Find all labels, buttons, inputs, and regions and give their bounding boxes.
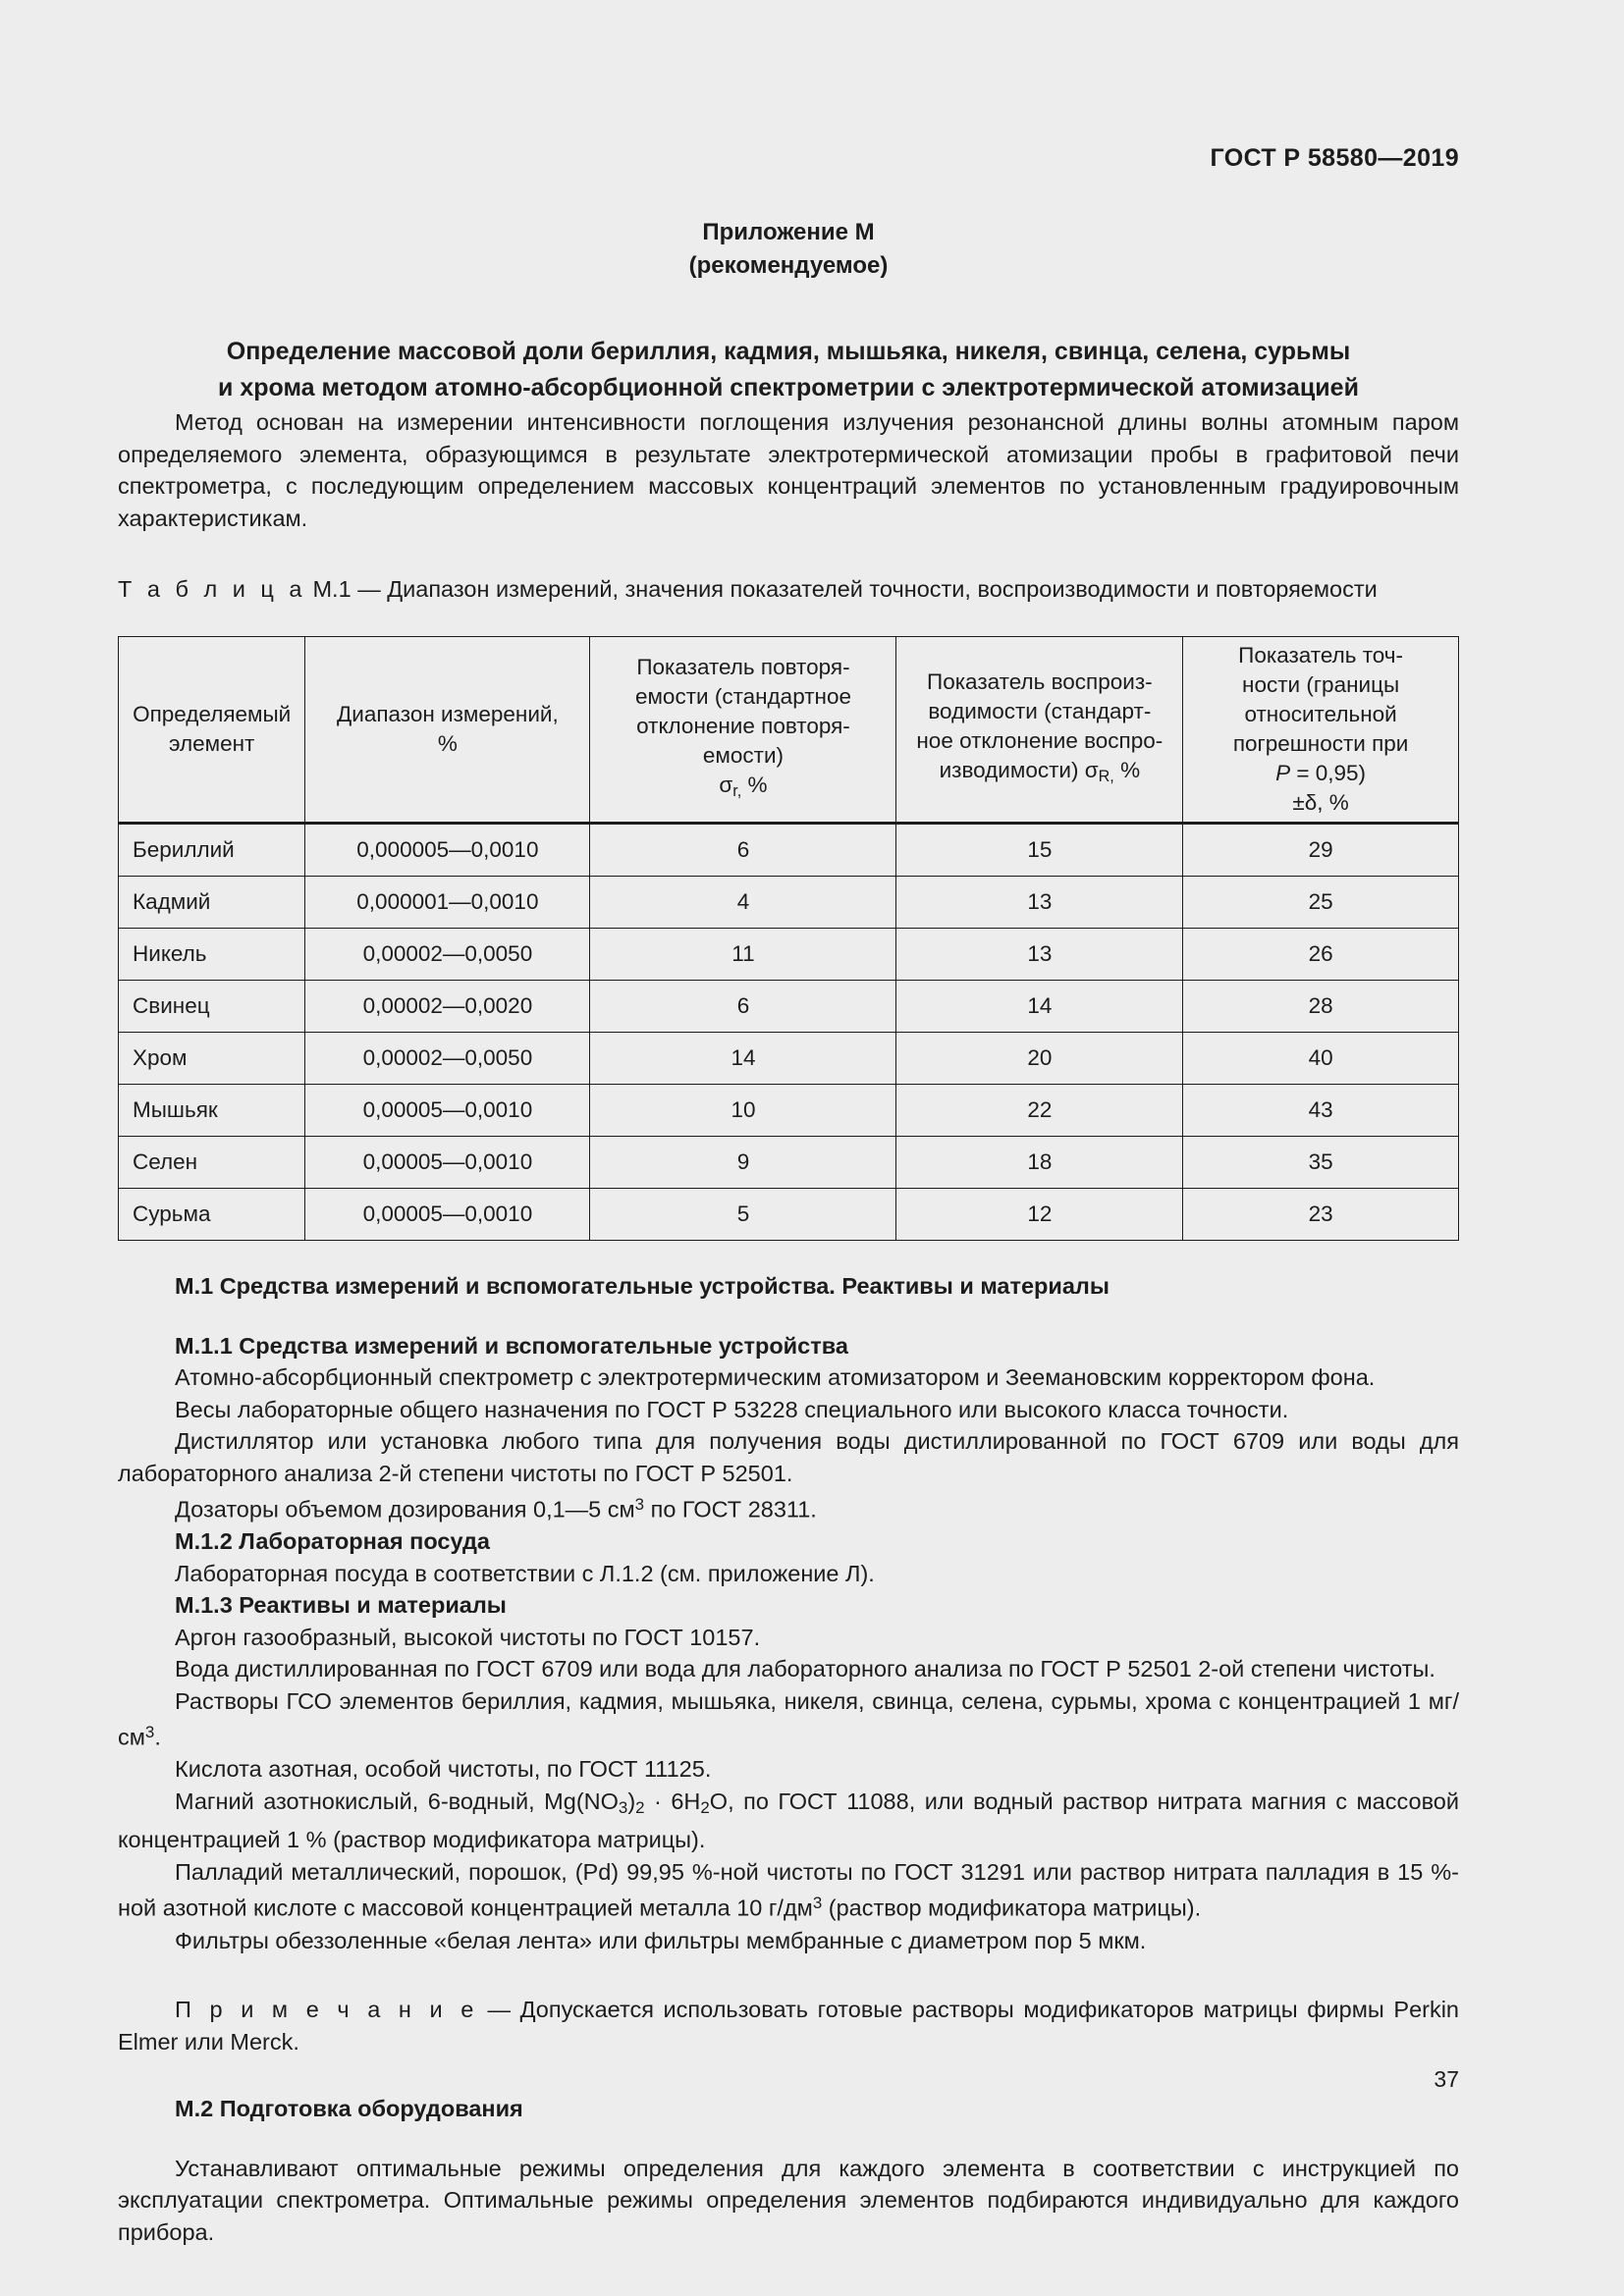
cell-value: 0,00002—0,0050 [305, 1033, 590, 1085]
col4-line3: ное отклонение воспро- [916, 727, 1164, 753]
magnesium-sub-3: 2 [700, 1797, 710, 1817]
table-row [119, 824, 1459, 877]
table-caption-dash: — [357, 576, 381, 602]
table-body [119, 824, 1459, 1241]
paragraph-nitric-acid: Кислота азотная, особой чистоты, по ГОСТ 11125. [175, 1756, 712, 1783]
cell-element-name: Сурьма [119, 1189, 305, 1241]
cell-value: 26 [1183, 929, 1459, 981]
cell-value: 18 [896, 1137, 1183, 1189]
note-text: Допускается использовать готовые растворы модификаторов матрицы фирмы Perkin Elmer или Merck. [118, 1997, 1460, 2055]
column-header-repeatability [590, 637, 896, 824]
cell-value: 5 [590, 1189, 896, 1241]
paragraph-balance: Весы лабораторные общего назначения по ГОСТ Р 53228 специального или высокого класса точности. [175, 1396, 1289, 1422]
dispensers-text-a: Дозаторы объемом дозирования 0,1—5 см [175, 1496, 635, 1522]
paragraph-dispensers [118, 1489, 1459, 1525]
cell-value: 25 [1183, 877, 1459, 929]
cell-value: 13 [896, 877, 1183, 929]
cell-value: 28 [1183, 981, 1459, 1033]
palladium-text-a: Палладий металлический, порошок, (Pd) 99,95 %-ной чистоты по ГОСТ 31291 или раствор нитрата палладия в 15 %-ной азотной кислоте с массовой концентрацией металла 10 г/дм [118, 1858, 1459, 1922]
cell-value: 0,00005—0,0010 [305, 1085, 590, 1137]
col5-line4: погрешности при [1232, 731, 1409, 756]
table-row [119, 1033, 1459, 1085]
gso-superscript: 3 [144, 1723, 155, 1742]
col5-probability-symbol: P [1275, 761, 1291, 785]
col5-line2: ности (границы [1242, 672, 1400, 697]
col3-percent: % [747, 772, 768, 797]
col1-line1: Определяемый [133, 702, 292, 726]
cell-value: 6 [590, 981, 896, 1033]
annex-label: Приложение М [702, 219, 875, 245]
paragraph-labware: Лабораторная посуда в соответствии с Л.1.2 (см. приложение Л). [175, 1560, 875, 1586]
table-head [119, 637, 1459, 824]
col3-sigma: σ [719, 772, 733, 797]
table-row [119, 981, 1459, 1033]
page-number: 37 [1434, 2066, 1459, 2092]
palladium-text-b: (раствор модификатора матрицы). [822, 1896, 1202, 1922]
col3-sigma-subscript: r, [732, 782, 742, 801]
cell-value: 35 [1183, 1137, 1459, 1189]
paragraph-argon: Аргон газообразный, высокой чистоты по ГОСТ 10157. [175, 1624, 761, 1650]
col3-line1: Показатель повторя- [636, 654, 850, 679]
page-content [118, 216, 1459, 2248]
cell-value: 0,000005—0,0010 [305, 824, 590, 877]
cell-value: 40 [1183, 1033, 1459, 1085]
heading-m1-1: М.1.1 Средства измерений и вспомогательные устройства [175, 1332, 848, 1359]
annex-title [118, 334, 1459, 406]
annex-title-line-1: Определение массовой доли бериллия, кадмия, мышьяка, никеля, свинца, селена, сурьмы [226, 338, 1351, 365]
table-caption [118, 573, 1459, 605]
col2-line1: Диапазон измерений, [337, 702, 559, 726]
dispensers-text-b: по ГОСТ 28311. [644, 1496, 817, 1522]
cell-value: 29 [1183, 824, 1459, 877]
measurement-precision-table [118, 636, 1459, 1241]
cell-value: 6 [590, 824, 896, 877]
note-label: П р и м е ч а н и е [175, 1997, 478, 2023]
table-row [119, 877, 1459, 929]
cell-value: 22 [896, 1085, 1183, 1137]
paragraph-optimal-modes: Устанавливают оптимальные режимы определения для каждого элемента в соответствии с инструкцией по эксплуатации спектрометра. Оптимальные режимы определения элементов подбираются индивидуально для каждого прибора. [118, 2155, 1459, 2245]
table-caption-prefix: Т а б л и ц а [118, 576, 306, 602]
paragraph-magnesium-nitrate [118, 1786, 1459, 1856]
gso-text-a: Растворы ГСО элементов бериллия, кадмия, мышьяка, никеля, свинца, селена, сурьмы, хрома с концентрацией 1 мг/см [118, 1687, 1459, 1750]
paragraph-spectrometer: Атомно-абсорбционный спектрометр с электротермическим атомизатором и Зеемановским корректором фона. [175, 1364, 1376, 1390]
magnesium-sub-2: 2 [635, 1797, 645, 1817]
cell-value: 0,000001—0,0010 [305, 877, 590, 929]
magnesium-text-c: · 6H [644, 1788, 701, 1814]
note-paragraph [118, 1994, 1459, 2057]
cell-element-name: Никель [119, 929, 305, 981]
cell-value: 15 [896, 824, 1183, 877]
cell-element-name: Свинец [119, 981, 305, 1033]
annex-status: (рекомендуемое) [688, 252, 889, 279]
col4-line4: изводимости) [939, 757, 1085, 782]
cell-value: 14 [896, 981, 1183, 1033]
table-row [119, 1085, 1459, 1137]
col4-line2: водимости (стандарт- [928, 698, 1152, 723]
cell-element-name: Хром [119, 1033, 305, 1085]
cell-value: 0,00002—0,0050 [305, 929, 590, 981]
column-header-reproducibility [896, 637, 1183, 824]
magnesium-text-b: ) [627, 1788, 636, 1814]
cell-value: 4 [590, 877, 896, 929]
cell-element-name: Селен [119, 1137, 305, 1189]
magnesium-text-d: O, по ГОСТ 11088, или водный раствор нитрата магния с массовой концентрацией 1 % (раствор модификатора матрицы). [118, 1788, 1459, 1853]
col4-line1: Показатель воспроиз- [927, 668, 1153, 694]
dispensers-superscript: 3 [634, 1495, 645, 1514]
cell-value: 43 [1183, 1085, 1459, 1137]
heading-m1: М.1 Средства измерений и вспомогательные устройства. Реактивы и материалы [175, 1273, 1110, 1299]
column-header-accuracy [1183, 637, 1459, 824]
heading-m2: М.2 Подготовка оборудования [175, 2096, 523, 2122]
col3-line3: отклонение повторя- [636, 713, 850, 738]
cell-element-name: Бериллий [119, 824, 305, 877]
cell-value: 12 [896, 1189, 1183, 1241]
cell-value: 9 [590, 1137, 896, 1189]
magnesium-text-a: Магний азотнокислый, 6-водный, Mg(NO [175, 1788, 619, 1814]
table-row [119, 1137, 1459, 1189]
cell-value: 0,00002—0,0020 [305, 981, 590, 1033]
cell-value: 10 [590, 1085, 896, 1137]
cell-value: 0,00005—0,0010 [305, 1137, 590, 1189]
running-header-standard-number: ГОСТ Р 58580—2019 [1210, 144, 1459, 172]
intro-paragraph: Метод основан на измерении интенсивности поглощения излучения резонансной длины волны атомным паром определяемого элемента, образующимся в результате электротермической атомизации пробы в графитовой печи спектрометра, с последующим определением массовых концентраций элементов по установленным градуировочным характеристикам. [118, 409, 1459, 531]
column-header-range [305, 637, 590, 824]
col5-delta: ±δ, % [1292, 790, 1349, 815]
paragraph-gso-solutions [118, 1685, 1459, 1754]
paragraph-palladium [118, 1856, 1459, 1925]
table-caption-text: Диапазон измерений, значения показателей точности, воспроизводимости и повторяемости [387, 576, 1378, 602]
paragraph-water: Вода дистиллированная по ГОСТ 6709 или вода для лабораторного анализа по ГОСТ Р 52501 2-ой степени чистоты. [175, 1656, 1435, 1682]
col4-percent: % [1120, 757, 1141, 782]
cell-element-name: Мышьяк [119, 1085, 305, 1137]
col4-sigma-subscript: R, [1098, 768, 1114, 786]
col5-line3: относительной [1244, 702, 1397, 726]
cell-value: 0,00005—0,0010 [305, 1189, 590, 1241]
annex-title-line-2: и хрома методом атомно-абсорбционной спектрометрии с электротермической атомизацией [218, 374, 1359, 401]
col4-sigma: σ [1084, 757, 1099, 782]
paragraph-distiller: Дистиллятор или установка любого типа для получения воды дистиллированной по ГОСТ 6709 или воды для лабораторного анализа 2-й степени чистоты по ГОСТ Р 52501. [118, 1428, 1459, 1486]
table-row [119, 929, 1459, 981]
cell-value: 14 [590, 1033, 896, 1085]
table-header-row [119, 637, 1459, 824]
col1-line2: элемент [168, 731, 255, 756]
heading-m1-3: М.1.3 Реактивы и материалы [175, 1592, 507, 1619]
cell-value: 20 [896, 1033, 1183, 1085]
heading-m1-2: М.1.2 Лабораторная посуда [175, 1528, 490, 1555]
cell-value: 23 [1183, 1189, 1459, 1241]
gso-text-b: . [154, 1724, 161, 1750]
col2-line2: % [437, 731, 458, 756]
paragraph-filters: Фильтры обеззоленные «белая лента» или фильтры мембранные с диаметром пор 5 мкм. [175, 1927, 1147, 1953]
table-row [119, 1189, 1459, 1241]
col3-line2: емости (стандартное [634, 683, 851, 709]
magnesium-sub-1: 3 [618, 1797, 628, 1817]
col3-line4: емости) [702, 742, 785, 768]
note-dash: — [487, 1997, 511, 2023]
col5-line1: Показатель точ- [1238, 643, 1403, 667]
cell-value: 11 [590, 929, 896, 981]
palladium-superscript: 3 [812, 1894, 823, 1913]
table-caption-number: М.1 [312, 576, 352, 602]
col5-probability-value: = 0,95) [1290, 761, 1367, 785]
cell-value: 13 [896, 929, 1183, 981]
cell-element-name: Кадмий [119, 877, 305, 929]
column-header-element [119, 637, 305, 824]
